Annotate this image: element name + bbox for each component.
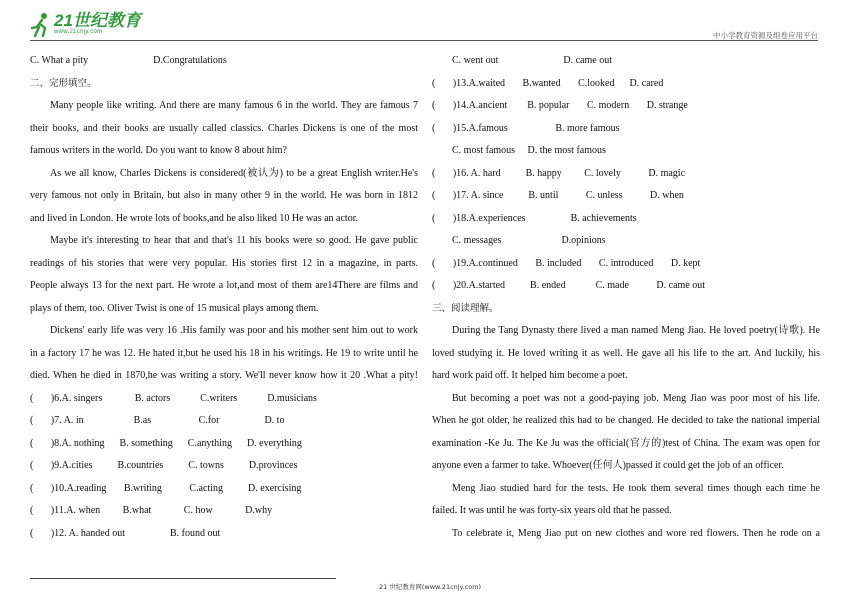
footer-divider [30,578,336,579]
passage-line: As we all know, Charles Dickens is considered(被认为) to be a great English writer.He's [50,167,418,179]
passage-line: examination -Ke Ju. The Ke Ju was the official(官方的)test of China. The exam was open for [432,437,820,449]
passage-line: famous writers in the world. Do you want to know 8 about him? [30,145,287,156]
passage-line: loved studying it. He loved writing it as well. He gave all his life to the art. And luckily, his [432,347,820,359]
passage-line: People always 13 for the next part. He wrote a lot,and most of them are14There are films and [30,280,418,291]
passage-line: plays of them, too. Oliver Twist is one of 15 musical plays among them. [30,302,319,314]
question-line: ( )10.A.reading B.writing C.acting D. exercising [30,482,302,494]
passage-line: When he got older, he realized this had to be changed. He decided to take the national imperial [432,415,820,426]
passage-line: died. When he died in 1870,he was writing a story. We'll never know how it 20 .What a pity! [30,370,418,381]
question-line: ( )19.A.continued B. included C. introduced D. kept [432,257,701,269]
passage-line: very famous not only in Britain, but also in many other 9 in the world. He was born in 1812 [30,190,418,201]
question-line: ( )8.A. nothing B. something C.anything D. everything [30,437,302,449]
section-heading-cloze: 二、完形填空。 [30,77,97,89]
header-divider [30,40,818,41]
passage-line: their books, and their books are usually called classics. Charles Dickens is one of the most [30,122,418,134]
left-column [30,52,418,547]
passage-line: Meng Jiao studied hard for the tests. He took them several times though each time he [452,482,820,494]
option-line: C. most famous D. the most famous [452,145,606,156]
page-footer: 21 世纪教育网(www.21cnjy.com) [379,583,481,591]
passage-line: During the Tang Dynasty there lived a man named Meng Jiao. He loved poetry(诗歌). He [452,325,820,336]
right-column [432,52,820,547]
passage-line: hard work paid off. It helped him become a poet. [432,370,628,381]
passage-line: readings of his stories that were very popular. His stories first 12 in a magazine, in parts. [30,257,418,269]
question-line: ( )7. A. in B.as C.for D. to [30,415,285,426]
logo-title: 21世纪教育 [54,11,141,30]
question-line: ( )15.A.famous B. more famous [432,122,620,134]
passage-line: But becoming a poet was not a good-paying job. Meng Jiao was poor most of his life. [452,392,820,404]
question-line: ( )12. A. handed out B. found out [30,527,221,539]
site-logo [30,12,141,38]
passage-line: in a factory 17 he was 12. He hated it,but he used his 18 in his writings. He 19 to write until he [30,347,418,359]
question-line: ( )16. A. hard B. happy C. lovely D. magic [432,167,686,179]
page-header [0,0,860,42]
passage-line: Maybe it's interesting to hear that and that's 11 his books were so good. He gave public [50,235,418,246]
question-line: ( )18.A.experiences B. achievements [432,212,637,224]
question-line: ( )6.A. singers B. actors C.writers D.musicians [30,392,317,404]
question-line: ( )13.A.waited B.wanted C.looked D. cared [432,77,664,89]
passage-line: and lived in London. He wrote lots of books,and he also liked 10 He was an actor. [30,212,358,224]
passage-line: To celebrate it, Meng Jiao put on new clothes and wore red flowers. Then he rode on a [452,527,820,539]
passage-line: Many people like writing. And there are many famous 6 in the world. They are famous 7 [50,100,418,111]
question-line: ( )17. A. since B. until C. unless D. when [432,190,684,201]
question-line: ( )11.A. when B.what C. how D.why [30,505,273,516]
question-line: ( )9.A.cities B.countries C. towns D.provinces [30,460,298,471]
runner-logo-icon [30,12,52,38]
option-line: C. messages D.opinions [452,235,606,246]
question-line: ( )20.A.started B. ended C. made D. came out [432,280,706,291]
passage-line: anyone even a farmer to take. Whoever(任何人)passed it could get the job of an officer. [432,460,784,471]
passage-line: Dickens' early life was very 16 .His family was poor and his mother sent him out to work [50,325,418,336]
section-heading-reading: 三、阅读理解。 [432,302,499,314]
platform-name: 中小学教育资源及组卷应用平台 [713,31,818,40]
logo-url: www.21cnjy.com [54,29,103,35]
passage-line: failed. It was until he was forty-six years old that he passed. [432,505,672,516]
question-line: ( )14.A.ancient B. popular C. modern D. strange [432,100,688,111]
option-line: C. What a pity D.Congratulations [30,55,227,66]
option-line: C. went out D. came out [452,55,612,66]
